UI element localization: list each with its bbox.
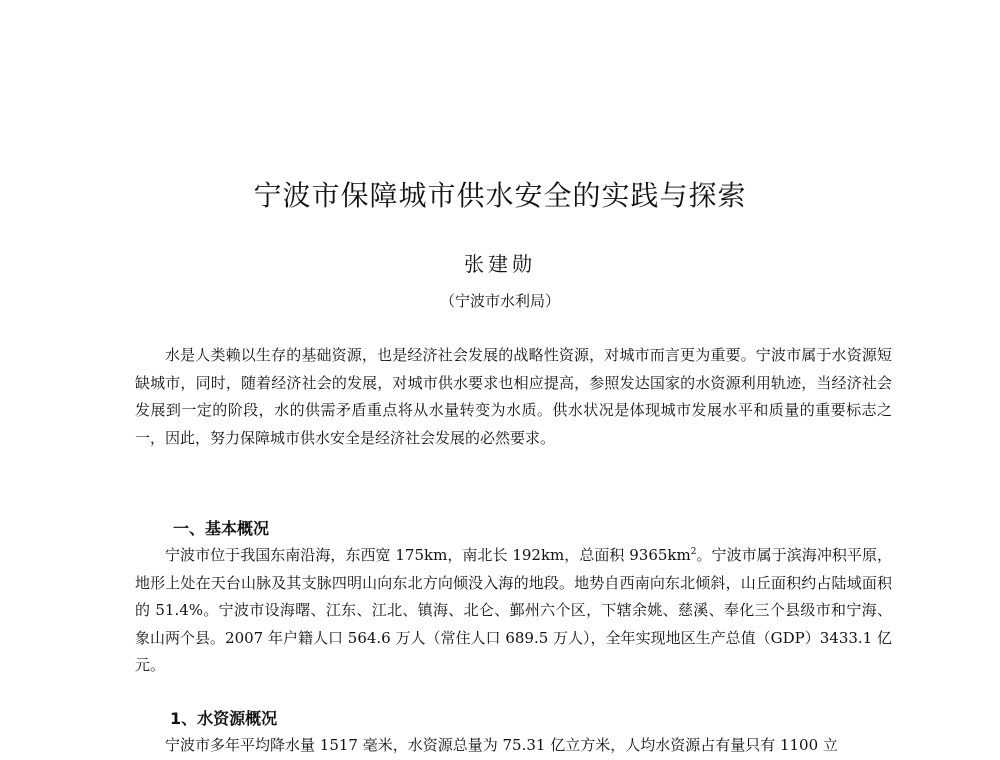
subsection-heading-water-resources: 1、水资源概况 bbox=[170, 709, 278, 728]
overview-paragraph bbox=[135, 542, 892, 680]
overview-paragraph-text-2: 。宁波市属于滨海冲积平原，地形上处在天台山脉及其支脉四明山向东北方向倾没入海的地段。地势自西南向东北倾斜，山丘面积约占陆域面积的 51.4%。宁波市设海曙、江东、江北、镇海、北仑、鄞州六个区，下辖余姚、慈溪、奉化三个县级市和宁海、象山两个县。2007 年户籍人口 564.6 万人（常住人口 689.5 万人），全年实现地区生产总值（GDP）3433.1 亿元。 bbox=[135, 546, 892, 674]
section-heading-overview: 一、基本概况 bbox=[173, 519, 270, 538]
superscript-2: 2 bbox=[690, 547, 697, 557]
document-title: 宁波市保障城市供水安全的实践与探索 bbox=[253, 179, 747, 212]
intro-paragraph: 水是人类赖以生存的基础资源，也是经济社会发展的战略性资源，对城市而言更为重要。宁波市属于水资源短缺城市，同时，随着经济社会的发展，对城市供水要求也相应提高，参照发达国家的水资源利用轨迹，当经济社会发展到一定的阶段，水的供需矛盾重点将从水量转变为水质。供水状况是体现城市发展水平和质量的重要标志之一，因此，努力保障城市供水安全是经济社会发展的必然要求。 bbox=[135, 346, 892, 447]
author-name: 张建勋 bbox=[464, 252, 536, 276]
author-affiliation: （宁波市水利局） bbox=[439, 292, 560, 310]
water-resources-paragraph: 宁波市多年平均降水量 1517 毫米，水资源总量为 75.31 亿立方米，人均水资源占有量只有 1100 立 bbox=[165, 736, 838, 754]
overview-paragraph-text-1: 宁波市位于我国东南沿海，东西宽 175km，南北长 192km，总面积 9365km bbox=[165, 546, 691, 564]
